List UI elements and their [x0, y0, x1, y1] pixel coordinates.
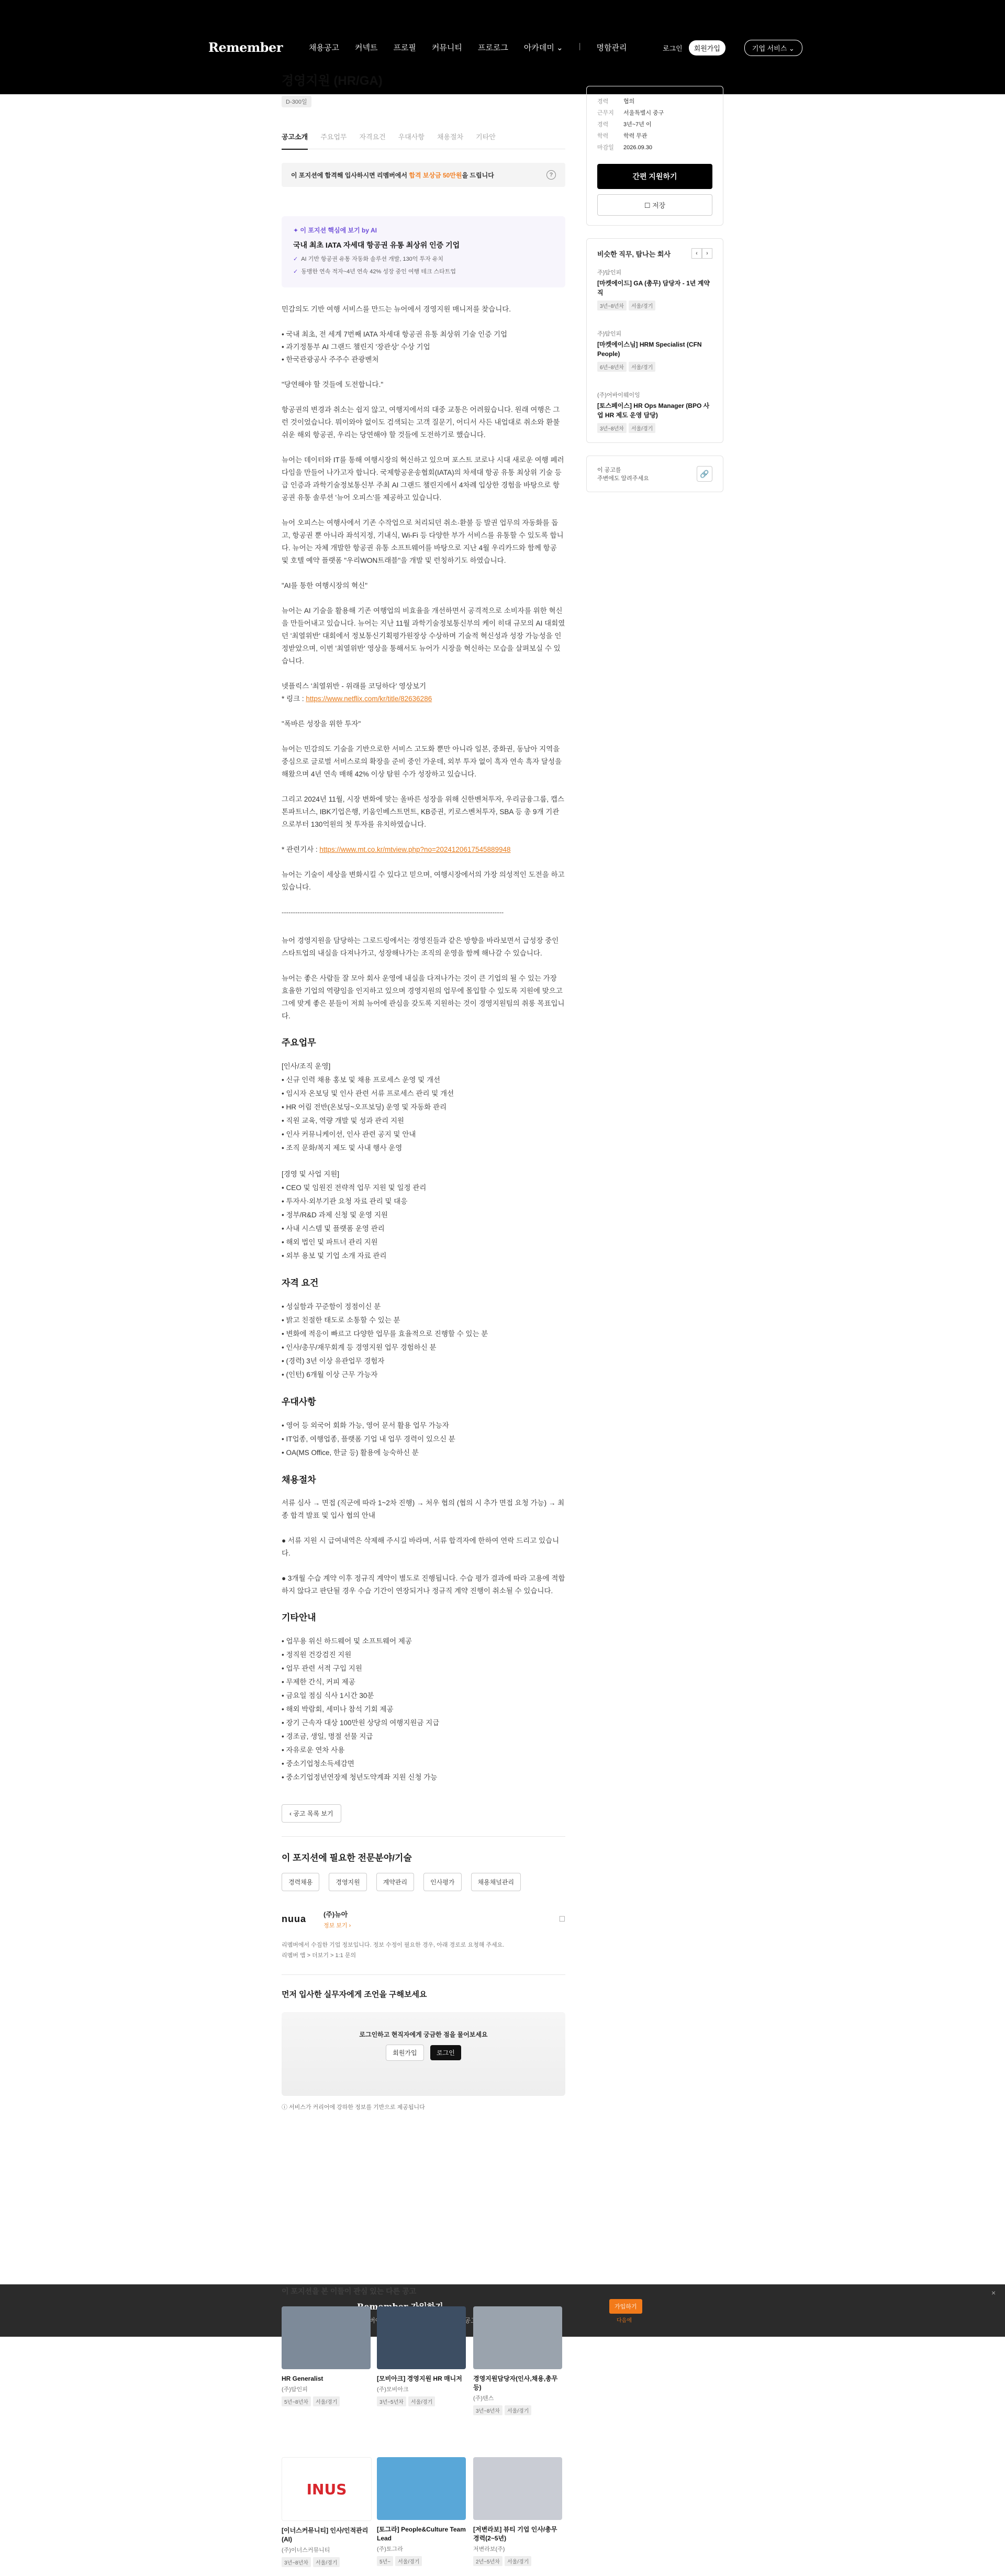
- bookmark-icon[interactable]: ☐: [559, 1915, 565, 1923]
- nav-link-academy[interactable]: 아카데미 ⌄: [523, 43, 563, 52]
- process-p1: 서류 심사 → 면접 (직군에 따라 1~2차 진행) → 처우 협의 (협의 시 추가 면접 요청 가능) → 최종 합격 발표 및 입사 협의 안내: [282, 1499, 565, 1519]
- ai-summary-title: 국내 최초 IATA 자세대 항공권 유통 최상위 인증 기업: [293, 241, 460, 249]
- company-note: 리멤버에서 수집한 기업 정보입니다. 정보 수정이 필요한 경우, 아래 경로로 요청해 주세요.: [282, 1942, 505, 1948]
- help-icon[interactable]: ?: [546, 170, 556, 180]
- close-icon[interactable]: ×: [991, 2289, 996, 2297]
- desc-p2: • 국내 최초, 전 세계 7번째 IATA 차세대 항공권 유통 최상위 기술 인증 기업 • 과기정통부 AI 그랜드 챌린지 '장관상' 수상 기업 • 한국관광공사 주주수 관광벤처: [282, 330, 508, 363]
- company-info-link[interactable]: 정보 보기 ›: [323, 1923, 351, 1929]
- similar-jobs-card: [586, 238, 723, 443]
- recommend-tile[interactable]: INUS [이너스커뮤니티] 인사/인적관리 (AI) (주)이너스커뮤니티 3년~8년차 서울/경기: [282, 2457, 371, 2567]
- nav-link-profile[interactable]: 프로필: [393, 43, 416, 52]
- preferences-title: 우대사항: [282, 1397, 316, 1407]
- tab-preferences[interactable]: 우대사항: [398, 133, 425, 141]
- list-item: • 중소기업정년연장제 청년도약계좌 지원 신청 가능: [282, 1773, 438, 1781]
- divider: [282, 1974, 565, 1975]
- desc-p11: 뉴어는 민감의도 기술을 기반으로한 서비스 고도화 뿐만 아니라 일본, 중화권, 동남아 지역을 중심으로 글로벌 서비스로의 확장을 준비 중인 가운데, 외부 투자 없이 흑자 연속 흑자 달성을 해왔으며 4년 연속 매해 42% 이상 탐원 수가 성장하고 있습니다.: [282, 745, 562, 778]
- recommend-section: [282, 2286, 564, 2296]
- link-icon[interactable]: 🔗: [697, 466, 712, 482]
- info-row: 경력 협의: [597, 98, 635, 105]
- reviews-buttons: [282, 2045, 565, 2061]
- list-item: • 업무용 위신 하드웨어 및 소프트웨어 제공: [282, 1637, 412, 1645]
- recommend-tile[interactable]: [모비아크] 경영지원 HR 매니저 (주)모비아크 3년~5년차 서울/경기: [377, 2306, 466, 2406]
- skill-chip[interactable]: 경력채용: [282, 1873, 319, 1891]
- sidebar: [586, 86, 723, 492]
- save-button[interactable]: ☐ 저장: [597, 194, 712, 216]
- company-info: [282, 1909, 565, 1929]
- list-item: • 금요일 점심 식사 1시간 30분: [282, 1692, 374, 1700]
- chevron-right-icon[interactable]: ›: [702, 248, 712, 259]
- company-name[interactable]: (주)뉴아: [323, 1911, 348, 1918]
- desc-p1: 민감의도 기반 여행 서비스를 만드는 뉴어에서 경영지원 매니저를 찾습니다.: [282, 305, 511, 313]
- job-tabs: [282, 131, 565, 149]
- process-title: 채용절차: [282, 1475, 316, 1485]
- tile-thumbnail: [473, 2457, 562, 2520]
- info-row: 학력 학력 무관: [597, 133, 647, 139]
- desc-p13: * 관련기사 : https://www.mt.co.kr/mtview.php?no=2024120617545889948: [282, 846, 511, 853]
- list-item: • 밝고 친절한 태도로 소통할 수 있는 분: [282, 1316, 400, 1324]
- process-p2: ● 서류 지원 시 급여내역은 삭제해 주시길 바라며, 서류 합격자에 한하여 연락 드리고 있습니다.: [282, 1537, 560, 1557]
- list-item: • 중소기업청소득세감면: [282, 1760, 354, 1768]
- signup-button[interactable]: 회원가입: [689, 40, 725, 55]
- list-item: • 업무 관련 서적 구입 지원: [282, 1664, 362, 1672]
- reward-text: 이 포지션에 합격해 입사하시면 리멤버에서 합격 보상금 50만원을 드립니다: [291, 171, 494, 179]
- list-item: • 인사/총무/재무회계 등 경영지원 업무 경험하신 분: [282, 1343, 437, 1351]
- recommend-tile[interactable]: [저변라보] 뷰티 기업 인사/총무 경력(2~5년) 저변라보(주) 2년~5년차 서울/경기: [473, 2457, 562, 2566]
- ai-check-1: ✓ AI 기반 항공권 유통 자동화 솔루션 개발, 130억 투자 유치: [293, 256, 444, 262]
- chevron-left-icon[interactable]: ‹: [691, 248, 702, 259]
- corp-service-button[interactable]: 기업 서비스 ⌄: [744, 40, 802, 56]
- similar-job-item[interactable]: (주)어바이웨이잉 [토스페이스] HR Ops Manager (BPO 사업 HR 제도 운영 담당) 3년~8년차 서울/경기: [597, 392, 710, 432]
- similar-jobs-header: 비슷한 직무, 탐나는 회사 ‹ ›: [597, 248, 712, 259]
- share-text: 이 공고를 주변에도 알려주세요: [597, 467, 649, 482]
- desc-p5: 뉴어는 데이터와 IT를 통해 여행시장의 혁신하고 있으며 포스트 코로나 시대 새로운 여행 페러다임을 만들어 나가고자 합니다. 국제항공운송협회(IATA)의 차세대 항공 유통 최상위 기술 등급 인증과 과학기술정보통신부 주최 AI 그랜드 챌린지에서 4차례 입상한 경험을 바탕으로 항공권 유통 솔루션 '뉴어 오피스'를 제공하고 있습니다.: [282, 456, 564, 502]
- nav-link-connect[interactable]: 커넥트: [354, 43, 378, 52]
- list-item: • 해외 법인 및 파트너 관리 지원: [282, 1238, 378, 1246]
- list-item: • 영어 등 외국어 회화 가능, 영어 문서 활용 업무 가능자: [282, 1422, 449, 1429]
- desc-p12: 그리고 2024년 11월, 시장 변화에 맞는 올바른 성장을 위해 신한벤처투자, 우리금융그룹, 캡스톤파트너스, IBK기업은행, 키움인베스트먼트, KB증권, 키로스벤처투자, SBA 등 총 9개 기관으로부터 130억원의 첫 투자를 유치하였습니다.: [282, 795, 564, 828]
- tile-thumbnail: INUS: [282, 2457, 372, 2521]
- tile-thumbnail: [377, 2457, 466, 2520]
- nav-link-community[interactable]: 커뮤니티: [431, 43, 462, 52]
- ai-check-2: ✓ 동맹한 연속 적자~4년 연속 42% 성장 중인 여행 테크 스타트업: [293, 269, 456, 275]
- company-note-path: 리멤버 앱 > 더보기 > 1:1 문의: [282, 1952, 356, 1959]
- apply-card: [586, 86, 723, 226]
- job-description: [282, 303, 565, 1023]
- apply-button[interactable]: 간편 지원하기: [597, 164, 712, 189]
- duties-list-b: [282, 1168, 565, 1263]
- skill-chip[interactable]: 인사평가: [423, 1873, 461, 1891]
- list-item: • 해외 박람회, 세미나 참석 기회 제공: [282, 1705, 394, 1713]
- desc-p14: 뉴어는 기술이 세상을 변화시킬 수 있다고 믿으며, 여행시장에서의 가장 의성적인 도전을 하고 있습니다.: [282, 871, 565, 891]
- reviews-login-button[interactable]: 로그인: [430, 2045, 461, 2060]
- skill-chip[interactable]: 경영지원: [329, 1873, 366, 1891]
- list-item: • 변화에 적응이 빠르고 다양한 업무를 효율적으로 진행할 수 있는 분: [282, 1330, 488, 1338]
- list-head: [경영 및 사업 지원]: [282, 1170, 340, 1178]
- list-item: • 투자사·외부기관 요청 자료 관리 및 대응: [282, 1197, 408, 1205]
- similar-job-item[interactable]: 주)탐인피 [마켓에이스님] HRM Specialist (CFN People) 6년~8년차 서울/경기: [597, 331, 702, 371]
- tab-duties[interactable]: 주요업무: [320, 133, 347, 141]
- list-item: • IT업종, 여행업종, 플랫폼 기업 내 업무 경력이 있으신 분: [282, 1435, 455, 1443]
- process-text: [282, 1497, 565, 1597]
- info-row: 경력 3년~7년 이: [597, 121, 652, 128]
- divider: [282, 1836, 565, 1837]
- job-detail: [282, 70, 565, 2113]
- list-item: • 인사 커뮤니케이션, 인사 관련 공지 및 안내: [282, 1130, 416, 1138]
- skills-title: 이 포지션에 필요한 전문분야/기술: [282, 1853, 412, 1863]
- list-item: • HR 어림 전반(온보딩~오프보딩) 운영 및 자동화 관리: [282, 1103, 447, 1111]
- tab-etc[interactable]: 기타안: [476, 133, 496, 141]
- similar-jobs-arrows: [691, 248, 712, 259]
- sparkle-icon: ✦: [293, 227, 300, 234]
- tab-process[interactable]: 채용절차: [437, 133, 464, 141]
- list-item: • 외부 용보 및 기업 소개 자료 관리: [282, 1252, 387, 1260]
- reviews-signup-button[interactable]: 회원가입: [386, 2045, 423, 2061]
- recommend-tile[interactable]: HR Generalist (주)탐인피 5년~8년차 서울/경기: [282, 2306, 371, 2406]
- list-item: • 정부/R&D 과제 신청 및 운영 지원: [282, 1211, 388, 1219]
- desc-p3: "당연해야 할 것들에 도전합니다.": [282, 381, 384, 388]
- desc-p8: 뉴어는 AI 기술을 활용해 기존 여행업의 비효율을 개선하면서 공격적으로 소비자를 위한 혁신을 만들어내고 있습니다. 뉴어는 지난 11월 과학기술정보통신부의 케이 히대 규모의 AI 대회였던 '최열위반' 대회에서 정보통신기획평가원장상 수상하며 기술적 혁신성과 성장 가능성을 인정받았으며, 이번 '최열위반' 영상을 통해서도 뉴어가 시장을 혁신하는 모습을 살펴보실 수 있습니다.: [282, 607, 565, 665]
- skill-chip[interactable]: 계약관리: [376, 1873, 414, 1891]
- ai-summary-label: ✦ 이 포지션 핵심에 보기 by AI: [293, 227, 377, 234]
- desc-p15: 뉴어 경영지원을 담당하는 그로드링에서는 경영진들과 같은 방향을 바라보면서 급성장 중인 스타트업의 내실을 다져나가고, 성장해나가는 조직의 운영을 함께 해나갈 수 있습니다.: [282, 937, 559, 957]
- recommend-tile[interactable]: [토그라] People&Culture Team Lead (주)토그라 5년~ 서울/경기: [377, 2457, 466, 2566]
- tile-thumbnail: [282, 2306, 371, 2369]
- banner-later-link[interactable]: 다음에: [617, 2318, 632, 2324]
- divider-dashes: --------------------------------------------------------------------------------------------------: [282, 908, 504, 916]
- list-item: • 조직 문화/복지 제도 및 사내 행사 운영: [282, 1144, 403, 1152]
- share-card: [586, 456, 723, 492]
- back-to-list-button[interactable]: ‹ 공고 목록 보기: [282, 1804, 341, 1823]
- reviews-footnote: ⓘ 서비스가 커리어에 강하한 정보를 기반으로 제공됩니다: [282, 2104, 425, 2111]
- desc-p6: 뉴어 오피스는 여행사에서 기존 수작업으로 처리되던 취소·환불 등 발권 업무의 자동화를 돕고, 항공권 뿐 아니라 좌석지정, 기내식, Wi-Fi 등 다양한 부가 서비스를 유통할 수 있도록 합니다. 뉴어는 자체 개발한 항공권 유통 소프트웨어를 바탕으로 지난 4월 우리카드와 함께 항공 및 호텔 예약 플랫폼 "우리WON트래블"을 개발 및 런칭하기도 하였습니다.: [282, 519, 564, 564]
- tile-thumbnail: [473, 2306, 562, 2369]
- info-row: 마감일 2026.09.30: [597, 145, 653, 151]
- process-p3: ● 3개월 수습 계약 이후 정규직 계약이 별도로 진행됩니다. 수습 평가 결과에 따라 고용에 적합하지 않다고 판단될 경우 수습 기간이 연장되거나 정규직 계약 진행이 취소될 수 있습니다.: [282, 1574, 565, 1595]
- list-item: • OA(MS Office, 한글 등) 활용에 능숙하신 분: [282, 1449, 419, 1457]
- reviews-blurred: [282, 2012, 565, 2096]
- list-item: • 정직원 건강검진 지원: [282, 1651, 352, 1659]
- list-item: • (인턴) 6개월 이상 근무 가능자: [282, 1371, 378, 1379]
- nav-link-cards[interactable]: 명함관리: [596, 43, 627, 52]
- list-item: • 사내 시스템 및 플랫폼 운영 관리: [282, 1225, 385, 1233]
- login-link[interactable]: 로그인: [663, 45, 683, 52]
- news-link[interactable]: https://www.mt.co.kr/mtview.php?no=2024120617545889948: [319, 846, 511, 853]
- desc-p9: 넷플릭스 '최열위반 - 위래를 코딩하다' 영상보기 * 링크 : https://www.netflix.com/kr/title/82636286: [282, 682, 432, 703]
- list-item: • 직원 교육, 역량 개발 및 성과 관리 지원: [282, 1117, 405, 1125]
- list-item: • 임시자 온보딩 및 인사 관련 서류 프로세스 관리 및 개선: [282, 1090, 454, 1097]
- requirements-list: [282, 1300, 565, 1382]
- info-row: 근무지 서울특별시 중구: [597, 110, 664, 116]
- company-logo[interactable]: nuua: [282, 1914, 306, 1924]
- skills-chips: [282, 1873, 565, 1891]
- duties-list-a: [282, 1060, 565, 1155]
- reward-notice: [282, 163, 565, 187]
- etc-title: 기타안내: [282, 1613, 316, 1623]
- list-item: • 신규 인력 채용 홍보 및 채용 프로세스 운영 및 개선: [282, 1076, 441, 1084]
- tile-thumbnail: [377, 2306, 466, 2369]
- list-item: • 장기 근속자 대상 100만원 상당의 여행지원금 지급: [282, 1719, 440, 1727]
- tab-intro[interactable]: 공고소개: [282, 131, 308, 150]
- nav-link-prolog[interactable]: 프로로그: [477, 43, 508, 52]
- duties-title: 주요업무: [282, 1038, 316, 1048]
- reviews-title: 먼저 입사한 실무자에게 조언을 구해보세요: [282, 1990, 427, 1999]
- nav-links: [309, 42, 627, 53]
- reward-amount: 합격 보상금 50만원: [409, 171, 462, 179]
- nav-right: [663, 40, 802, 56]
- similar-job-item[interactable]: 주)탐인피 [마켓에이드] GA (총무) 담당자 - 1년 계약직 3년~8년차 서울/경기: [597, 270, 710, 309]
- dday-badge: D-300일: [282, 96, 311, 107]
- list-head: [인사/조직 운영]: [282, 1062, 331, 1070]
- desc-p10: "폭바른 성장을 위한 투자": [282, 720, 361, 728]
- tab-requirements[interactable]: 자격요건: [359, 133, 386, 141]
- netflix-link[interactable]: https://www.netflix.com/kr/title/82636286: [306, 695, 432, 703]
- nav-separator: |: [578, 42, 581, 51]
- desc-p7: "AI를 통한 여행시장의 혁신": [282, 582, 368, 590]
- desc-p4: 항공권의 변경과 취소는 쉽지 않고, 여행지에서의 대중 교통은 어려웠습니다. 원래 여행은 그런 것이었습니다. 뭐이와야 없이도 검색되는 고객 질문기, 어디서 사든 내업대로 취소와 환불 쉬운 해외 항공권, 우리는 당연해야 할 것들에 도전하기로 했습니다.: [282, 406, 560, 439]
- list-item: • 자유로운 연차 사용: [282, 1746, 345, 1754]
- job-title: 경영지원 (HR/GA): [282, 74, 383, 88]
- desc-p16: 뉴어는 좋은 사람들 잘 모아 회사 운영에 내실을 다져나가는 것이 큰 기업의 될 수 있는 가장 효율한 기업의 역량임을 인지하고 있으며 경영지원의 업무에 몰입할 수 있도록 지원에 맞으고 그에 맞게 좋은 분들이 저희 뉴어에 관심을 갖도록 지원하는 것이 경영지원팀의 취롱 목표입니다.: [282, 974, 565, 1020]
- recommend-title: 이 포지션을 본 이들이 관심 있는 다른 공고: [282, 2287, 417, 2295]
- list-item: • 경조금, 생일, 명절 선물 지급: [282, 1733, 373, 1740]
- preferences-list: [282, 1419, 565, 1460]
- skill-chip[interactable]: 채용채널관리: [471, 1873, 521, 1891]
- ai-summary: [282, 216, 565, 287]
- etc-list: [282, 1635, 565, 1784]
- requirements-title: 자격 요건: [282, 1278, 319, 1288]
- nav-link-jobs[interactable]: 채용공고: [309, 43, 339, 52]
- recommend-tile[interactable]: 경영지원담당자(인사,채용,총무 등) (주)텐스 3년~8년차 서울/경기: [473, 2306, 562, 2415]
- list-item: • 무제한 간식, 커피 제공: [282, 1678, 355, 1686]
- remember-logo[interactable]: Remember: [208, 40, 283, 55]
- banner-join-button[interactable]: 가입하기: [609, 2299, 642, 2314]
- list-item: • CEO 및 임원진 전략적 업무 지원 및 일정 관리: [282, 1184, 427, 1192]
- check-icon: ✓: [293, 269, 298, 275]
- list-item: • 성실함과 꾸준함이 정점이신 분: [282, 1303, 381, 1311]
- reviews-cta: 로그인하고 현직자에게 궁금한 점을 물어보세요: [359, 2031, 488, 2038]
- list-item: • (경력) 3년 이상 유관업무 경험자: [282, 1357, 385, 1365]
- check-icon: ✓: [293, 256, 298, 262]
